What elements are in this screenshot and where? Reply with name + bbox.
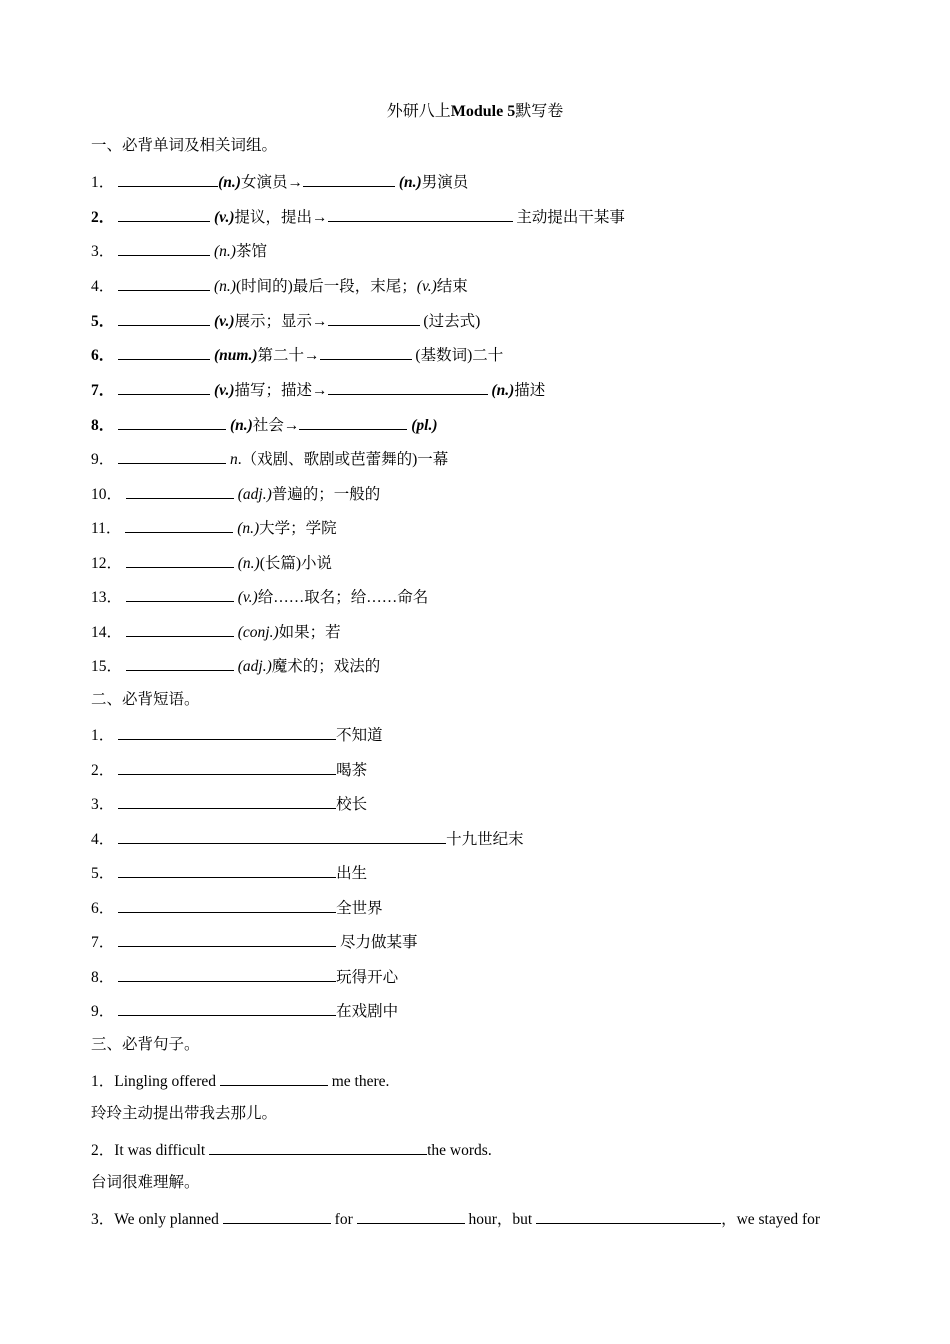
answer-blank[interactable] — [118, 273, 210, 291]
answer-blank[interactable] — [303, 169, 395, 187]
answer-blank[interactable] — [328, 377, 488, 395]
word-item-14: 14． (conj.)如果；若 — [91, 619, 341, 645]
answer-blank[interactable] — [126, 619, 234, 637]
title-prefix: 外研八上 — [386, 103, 451, 120]
answer-blank[interactable] — [118, 412, 226, 430]
phrase-item: 5． 出生 — [91, 860, 367, 886]
sentence-item-1: 1．Lingling offered me there. — [91, 1068, 389, 1094]
answer-blank[interactable] — [118, 964, 336, 982]
word-item-3: 3． (n.)茶馆 — [91, 238, 267, 264]
word-item-15: 15． (adj.)魔术的；戏法的 — [91, 653, 380, 679]
answer-blank[interactable] — [118, 446, 226, 464]
title-module: Module 5 — [450, 103, 516, 120]
word-item-10: 10． (adj.)普遍的；一般的 — [91, 481, 380, 507]
answer-blank[interactable] — [118, 722, 336, 740]
word-item-7: 7． (v.)描写；描述→ (n.)描述 — [91, 377, 545, 403]
section-heading-words: 一、必背单词及相关词组。 — [91, 137, 278, 154]
answer-blank[interactable] — [118, 895, 336, 913]
word-item-12: 12． (n.)(长篇)小说 — [91, 550, 332, 576]
phrase-item: 7． 尽力做某事 — [91, 929, 418, 955]
title-suffix: 默写卷 — [515, 103, 564, 120]
sentence-translation-1: 玲玲主动提出带我去那儿。 — [91, 1105, 278, 1122]
answer-blank[interactable] — [328, 308, 420, 326]
sentence-translation-2: 台词很难理解。 — [91, 1174, 200, 1191]
answer-blank[interactable] — [209, 1137, 427, 1155]
answer-blank[interactable] — [118, 377, 210, 395]
answer-blank[interactable] — [118, 929, 336, 947]
word-item-1: 1． (n.)女演员→ (n.)男演员 — [91, 169, 468, 195]
word-item-11: 11． (n.)大学；学院 — [91, 515, 337, 541]
answer-blank[interactable] — [125, 515, 233, 533]
phrase-item: 2． 喝茶 — [91, 757, 367, 783]
answer-blank[interactable] — [118, 757, 336, 775]
answer-blank[interactable] — [118, 826, 446, 844]
answer-blank[interactable] — [118, 204, 210, 222]
answer-blank[interactable] — [126, 584, 234, 602]
answer-blank[interactable] — [536, 1206, 721, 1224]
answer-blank[interactable] — [299, 412, 407, 430]
answer-blank[interactable] — [118, 308, 210, 326]
answer-blank[interactable] — [118, 860, 336, 878]
answer-blank[interactable] — [357, 1206, 465, 1224]
answer-blank[interactable] — [320, 342, 412, 360]
phrase-item: 9． 在戏剧中 — [91, 998, 398, 1024]
phrase-item: 1． 不知道 — [91, 722, 383, 748]
sentence-item-2: 2．It was difficult the words. — [91, 1137, 492, 1163]
word-item-6: 6． (num.)第二十→ (基数词)二十 — [91, 342, 503, 368]
answer-blank[interactable] — [328, 204, 513, 222]
answer-blank[interactable] — [118, 791, 336, 809]
answer-blank[interactable] — [118, 998, 336, 1016]
section-heading-phrases: 二、必背短语。 — [91, 691, 200, 708]
page-title — [0, 100, 950, 124]
answer-blank[interactable] — [126, 481, 234, 499]
section-heading-sentences: 三、必背句子。 — [91, 1036, 200, 1053]
phrase-item: 8． 玩得开心 — [91, 964, 398, 990]
answer-blank[interactable] — [118, 169, 218, 187]
answer-blank[interactable] — [118, 342, 210, 360]
answer-blank[interactable] — [126, 550, 234, 568]
word-item-4: 4． (n.)(时间的)最后一段，末尾；(v.)结束 — [91, 273, 468, 299]
answer-blank[interactable] — [220, 1068, 328, 1086]
phrase-item: 3． 校长 — [91, 791, 367, 817]
word-item-5: 5． (v.)展示；显示→ (过去式) — [91, 308, 480, 334]
answer-blank[interactable] — [118, 238, 210, 256]
sentence-item-3: 3．We only planned for hour，but ，we stayed for — [91, 1206, 820, 1232]
word-item-8: 8． (n.)社会→ (pl.) — [91, 412, 438, 438]
answer-blank[interactable] — [223, 1206, 331, 1224]
word-item-9: 9． n.（戏剧、歌剧或芭蕾舞的)一幕 — [91, 446, 448, 472]
word-item-2: 2． (v.)提议，提出→ 主动提出干某事 — [91, 204, 625, 230]
answer-blank[interactable] — [126, 653, 234, 671]
phrase-item: 6． 全世界 — [91, 895, 383, 921]
phrase-item: 4． 十九世纪末 — [91, 826, 524, 852]
word-item-13: 13． (v.)给……取名；给……命名 — [91, 584, 428, 610]
